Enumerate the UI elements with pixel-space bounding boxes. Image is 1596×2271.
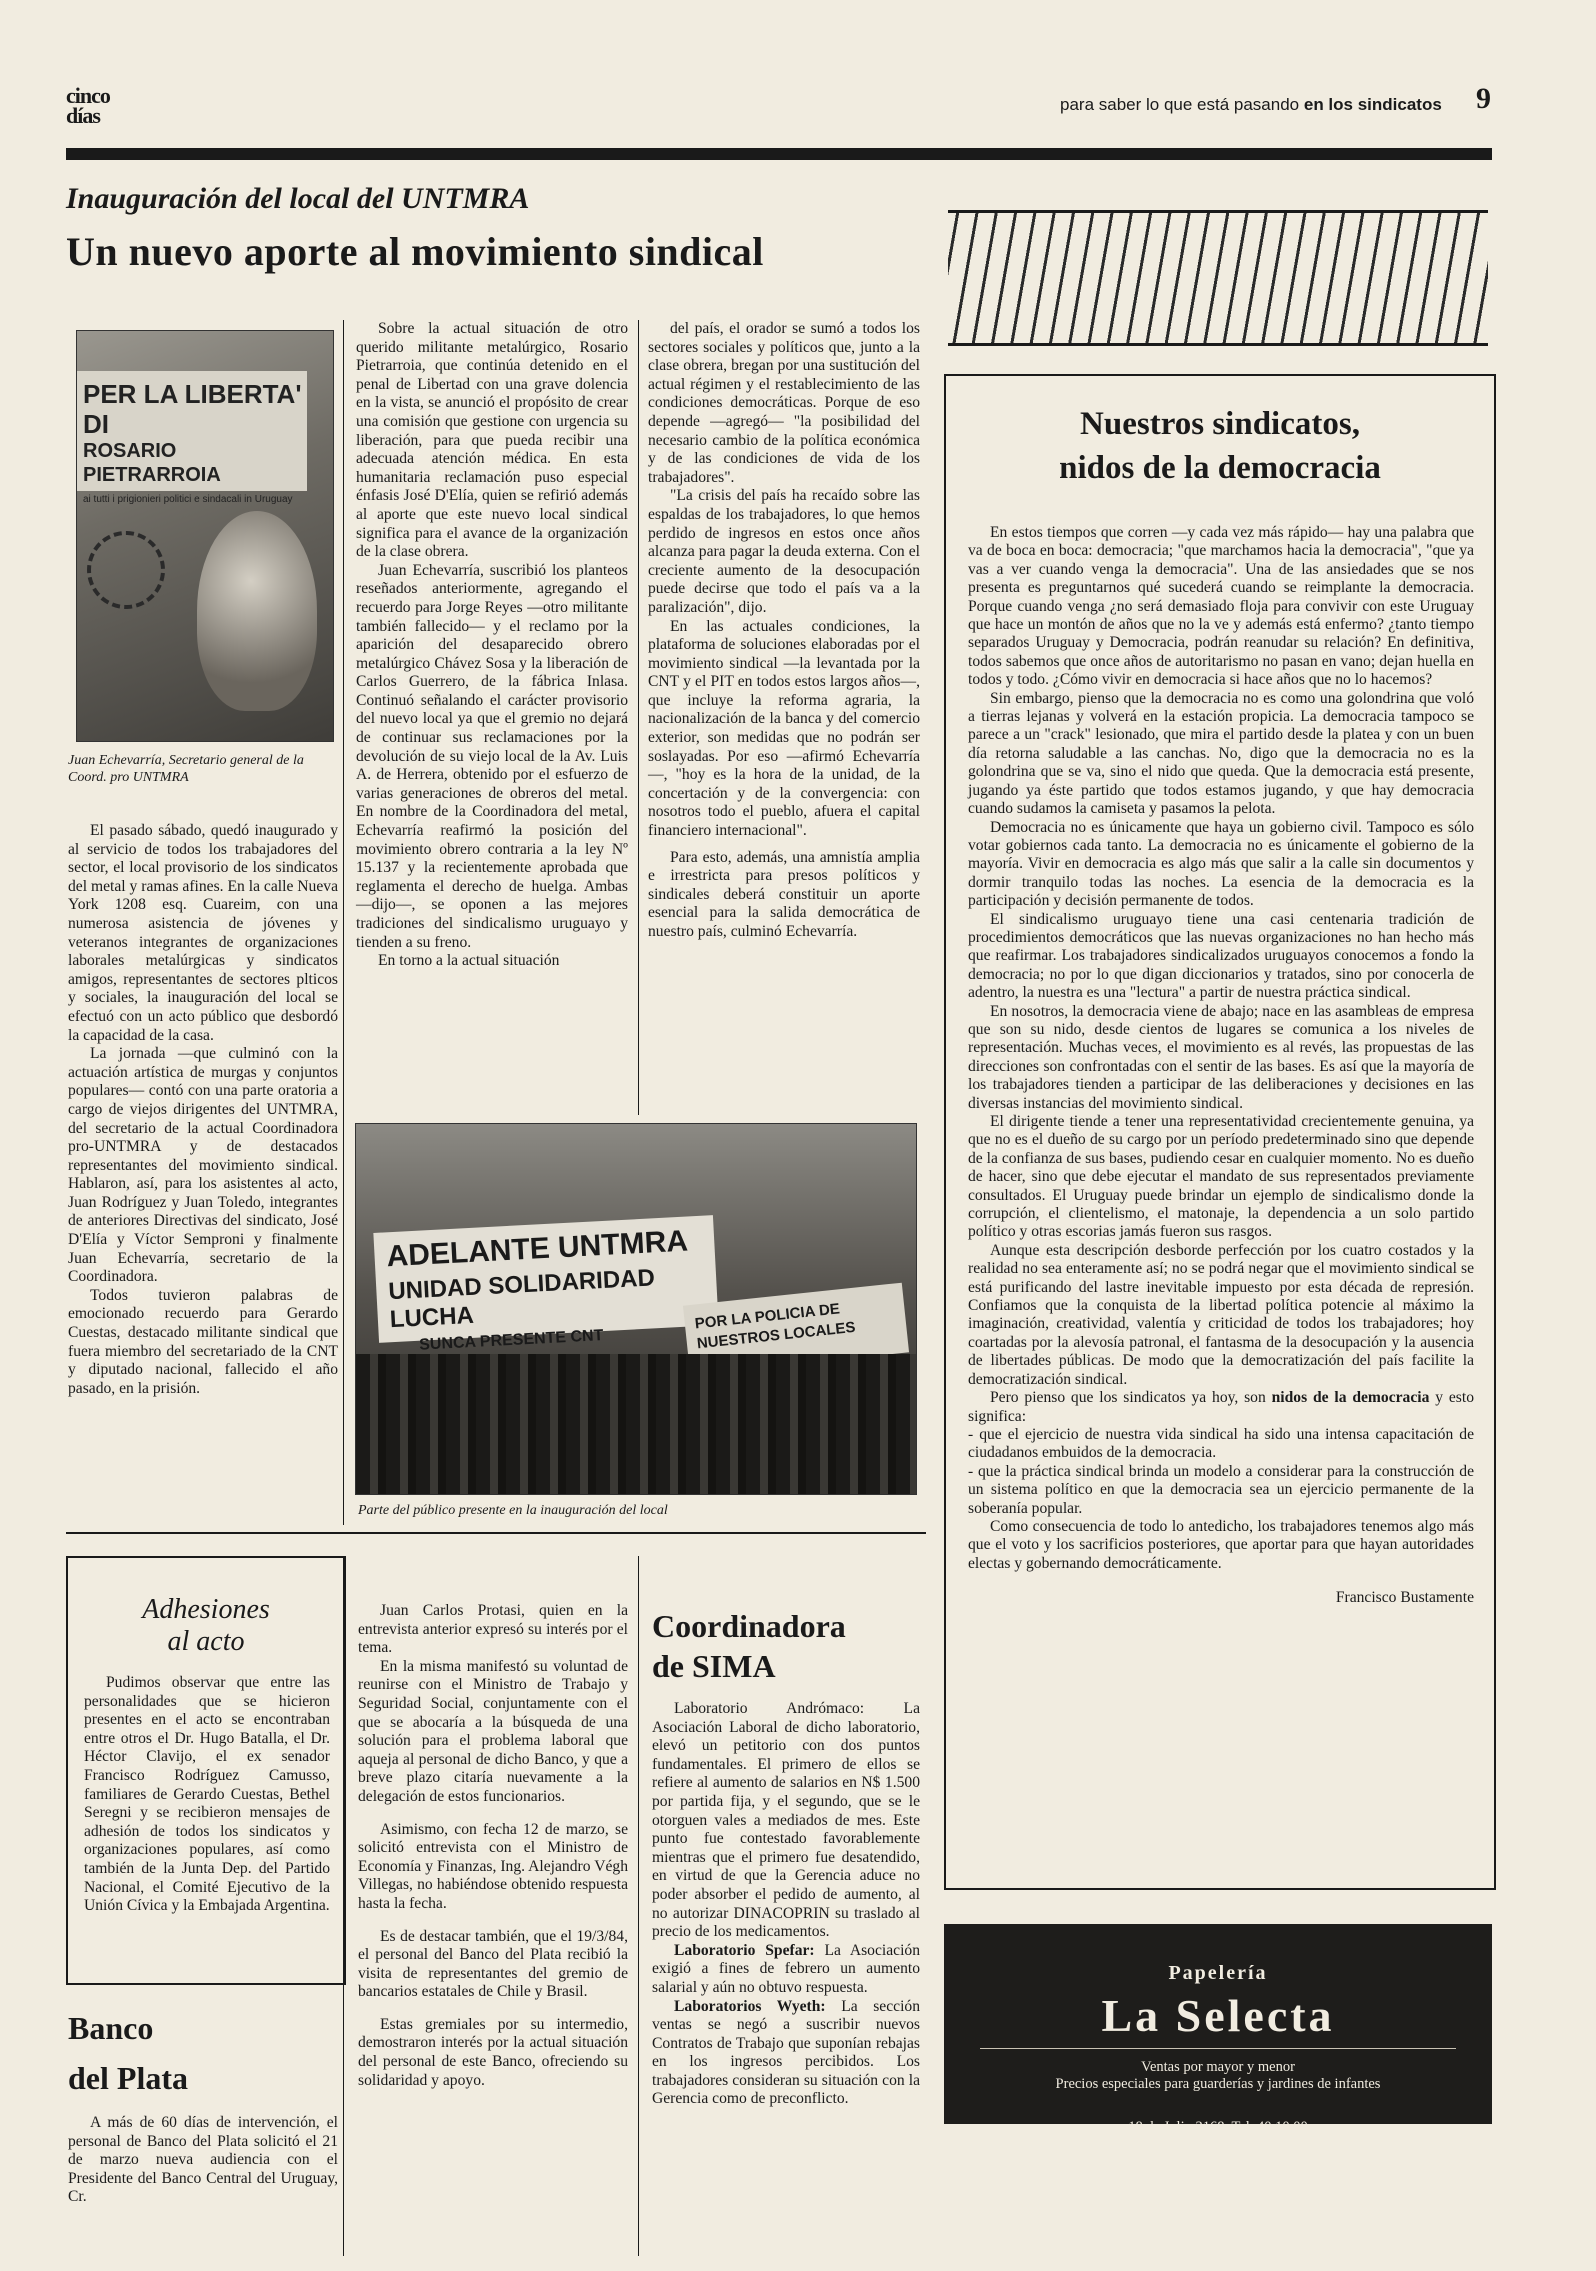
paragraph: Estas gremiales por su intermedio, demostraron interés por la actual situación del personal de este Banco, ofreciendo su solidaridad y apoyo. [358, 2015, 628, 2089]
banner-text: UNIDAD SOLIDARIDAD LUCHA [387, 1264, 656, 1334]
editorial-title-1: Nuestros sindicatos, [1080, 406, 1360, 442]
crowd-illustration [948, 210, 1488, 346]
top-rule [66, 148, 1492, 160]
paragraph: La jornada —que culminó con la actuación artística de murgas y conjuntos populares— contó con una parte oratoria a cargo de viejos dirigentes del UNTMRA, del secretario de la actual Coordinadora pro-UNTMRA y de destacados representantes del movimiento sindical. Hablaron, así, para los asistentes al acto, Juan Rodríguez y Juan Toledo, integrantes de anteriores Directivas del sindicato, José D'Elía y Víctor Semproni y finalmente Juan Echevarría, secretario de la Coordinadora. [68, 1045, 338, 1286]
banner-text: POR LA POLICIA DE NUESTROS LOCALES [694, 1300, 857, 1353]
paragraph: En la misma manifestó su voluntad de reunirse con el Ministro de Trabajo y Seguridad Social, conjuntamente con el que se abocaría a la búsqueda de una solución para el problema laboral que aqueja al personal de dicho Banco, y que a breve plazo citaría nuevamente a la delegación de estos funcionarios. [358, 1657, 628, 1805]
banco-title-1: Banco [68, 2010, 154, 2046]
paragraph: El sindicalismo uruguayo tiene una casi centenaria tradición de procedimientos democráticos que las nuevas organizaciones no han hecho más que reafirmar. Los trabajadores sindicalizados uruguayos conocemos a fondo la democracia; no por lo que digan diccionarios y tratados, sino por conocerla de adentro, la nuestra es una "lectura" a partir de nuestra práctica sindical. [968, 910, 1474, 1002]
sima-title-2: de SIMA [652, 1648, 776, 1684]
portrait-figure [197, 511, 317, 711]
article-col-1 [68, 822, 338, 1398]
paragraph [968, 1389, 1474, 1426]
ad-line-3: Ventas por mayor y menor [1141, 2059, 1295, 2075]
paragraph: Aunque esta descripción desborde perfección por los cuatro costados y la realidad no sea enteramente así; no se podrá negar que el movimiento sindical se está purificando del lastre inevitable impuesto por esta década de represión. Confiamos que la conquista de la libertad política potencie al máximo la imaginación, creatividad, valentía y criticidad de todos los trabajadores; hoy coartadas por la alevosía patronal, el fantasma de la desocupación y la ausencia de libertades públicas. De modo que la democratización del país facilite la democratización sindical. [968, 1241, 1474, 1388]
paragraph: Juan Echevarría, suscribió los planteos reseñados anteriormente, agregando el recuerdo para Jorge Reyes —otro militante también fallecido— y el reclamo por la aparición del desaparecido obrero metalúrgico Chávez Sosa y la liberación de Carlos Guerrero, de la fábrica Inlasa. Continuó señalando el carácter provisorio del nuevo local ya que el gremio no dejará de continuar sus reclamaciones por la devolución de su viejo local de la Av. Luis A. de Herrera, obtenido por el esfuerzo de varias generaciones de obreros del metal. En nombre de la Coordinadora del metal, Echevarría reafirmó la posición del movimiento obrero contraria a la ley Nº 15.137 y la recientemente aprobada que reglamenta el derecho de huelga. Ambas —dijo—, se oponen a las mejores tradiciones del sindicalismo uruguayo y tienden a su freno. [356, 561, 628, 951]
article-col-3 [648, 320, 920, 942]
emphasis: nidos de la democracia [1271, 1389, 1430, 1407]
paragraph: Laboratorio Andrómaco: La Asociación Laboral de dicho laboratorio, elevó un petitorio con dos puntos fundamentales. El primero de ellos se refiere al aumento de salarios en N$ 1.500 por partida fija, y el segundo, que se le otorguen vales a mediados de mes. Este punto fue contestado favorablemente mientras que el primero fue desatendido, en virtud de que la Gerencia aduce no poder absorber el pedido de aumento, al no autorizar DINACOPRIN su traslado al precio de los medicamentos. [652, 1700, 920, 1941]
photo-banner-line1: PER LA LIBERTA' DI [83, 379, 302, 439]
paragraph: En nosotros, la democracia viene de abajo; nace en las asambleas de empresa que son su nido, desde cientos de lugares se comunica a los niveles de representación. Muchas veces, el movimiento es al revés, las propuestas de las direcciones son confrontadas con el sentir de las bases. Es así que la mayoría de los trabajadores tienden a participar de las deliberaciones y decisiones en las diversas instancias del movimiento sindical. [968, 1002, 1474, 1112]
banner-text: SUNCA PRESENTE CNT [418, 1327, 604, 1354]
paragraph: "La crisis del país ha recaído sobre las espaldas de los trabajadores, lo que hemos perdido de ingresos en estos once años alcanza para pagar la deuda externa. Con el creciente aumento de la desocupación puede decirse que todo el país va a la paralización", dijo. [648, 487, 920, 616]
ad-line-4: Precios especiales para guarderías y jardines de infantes [1055, 2076, 1381, 2092]
photo-banner-line2: ROSARIO PIETRARROIA [83, 440, 221, 486]
photo-crowd [355, 1123, 917, 1495]
photo-echevarria [76, 330, 334, 742]
adhesiones-title-1: Adhesiones [142, 1594, 270, 1625]
ad-divider [980, 2048, 1456, 2049]
column-rule [343, 1556, 344, 2256]
bullet: - que la práctica sindical brinda un modelo a considerar para la construcción de un sistema político en que la democracia sea un ejercicio permanente de la soberanía popular. [968, 1462, 1474, 1517]
paragraph: Juan Carlos Protasi, quien en la entrevista anterior expresó su interés por el tema. [358, 1602, 628, 1657]
photo-banner [77, 371, 307, 505]
article-headline: Un nuevo aporte al movimiento sindical [66, 229, 764, 274]
papeleria-ad [944, 1924, 1492, 2135]
photo2-caption: Parte del público presente en la inauguración del local [358, 1503, 668, 1518]
photo-banner-line3: ai tutti i prigionieri politici e sindacali in Uruguay [83, 494, 293, 505]
paragraph: A más de 60 días de intervención, el personal de Banco del Plata solicitó el 21 de marzo nueva audiencia con el Presidente del Banco Central del Uruguay, Cr. [68, 2114, 338, 2206]
running-header [1060, 95, 1442, 115]
lab-label: Laboratorios Wyeth: [674, 1997, 826, 2015]
article-kicker: Inauguración del local del UNTMRA [66, 182, 530, 215]
banner-untmra [373, 1215, 718, 1354]
text: Pero pienso que los sindicatos ya hoy, son [990, 1389, 1266, 1407]
paragraph: En las actuales condiciones, la plataforma de soluciones elaboradas por el movimiento sindical —la levantada por la CNT y el PIT en todos estos largos años—, que incluye la reforma agraria, la nacionalización de la banca y del comercio exterior, son medidas que no podrán ser soslayadas. Por eso —afirmó Echevarría—, "hoy es la hora de la unidad, de la concertación y de la convergencia: con nosotros todo el pueblo, afuera el capital financiero internacional". [648, 617, 920, 840]
banco-col-2 [358, 1602, 628, 2090]
paragraph: Pudimos observar que entre las personalidades que se hicieron presentes en el acto se encontraban entre otros el Dr. Hugo Batalla, el Dr. Héctor Clavijo, el ex senador Francisco Rodríguez Camusso, familiares de Gerardo Cuestas, Bethel Seregni y se recibieron mensajes de adhesión de todos los sindicatos y organizaciones populares, así como también de la Junta Dep. del Partido Nacional, el Comité Ejecutivo de la Unión Cívica y la Embajada Argentina. [84, 1674, 330, 1915]
paragraph: El pasado sábado, quedó inaugurado y al servicio de todos los trabajadores del sector, el local provisorio de los sindicatos del metal y ramas afines. En la calle Nueva York 1208 esq. Cuareim, con una numerosa asistencia de jóvenes y veteranos integrantes de organizaciones laborales metalúrgicas y sindicatos amigos, representantes de sectores plticos y sociales, la inauguración del local se efectuó con un acto público que desbordó la capacidad de la casa. [68, 822, 338, 1044]
banco-col-1 [68, 2114, 338, 2207]
paragraph: Asimismo, con fecha 12 de marzo, se solicitó entrevista con el Ministro de Economía y Finanzas, Ing. Alejandro Végh Villegas, no habiéndose obtenido respuesta hasta la fecha. [358, 1820, 628, 1912]
text: y esto significa: [968, 1389, 1474, 1425]
column-rule [343, 320, 344, 1525]
paragraph: Todos tuvieron palabras de emocionado recuerdo para Gerardo Cuestas, destacado militante sindical que fuera miembro del secretariado de la CNT y diputado nacional, fallecido el año pasado, en la prisión. [68, 1286, 338, 1397]
adhesiones-title-2: al acto [167, 1626, 245, 1657]
article-col-2 [356, 320, 628, 971]
paragraph: En estos tiempos que corren —y cada vez más rápido— hay una palabra que va de boca en boca: democracia; "que marchamos hacia la democracia", "que ya vas a ver cuando venga la democracia". Una de las ansiedades que se nos presenta es preguntarnos qué sucederá cuando se reimplante la democracia. Porque cuando venga ¿no será demasiado floja para convivir con este Uruguay que hace un montón de años que no la ve y además está enfermo? ¿tanto tiempo separados Uruguay y Democracia, podrán reanudar su relación? En definitiva, todos sabemos que once años de autoritarismo no pasan en vano; dejan huella en todos y todo. ¿Cómo vivir en democracia si hace años que no lo hacemos? [968, 524, 1474, 689]
running-header-bold: en los sindicatos [1303, 95, 1442, 114]
lab-text: La Asociación exigió a fines de febrero un aumento salarial y aún no obtuvo respuesta. [652, 1941, 921, 1996]
paragraph: Democracia no es únicamente que haya un gobierno civil. Tampoco es sólo votar gobiernos cada tanto. La democracia no es únicamente el gobierno de la mayoría. Vivir en democracia es algo más que salir a la calle sin documentos y dormir tranquilo todas las noches. La esencia de la democracia es la participación y decisión permanente de todos. [968, 818, 1474, 910]
adhesiones-body [84, 1674, 330, 1916]
photo1-caption: Juan Echevarría, Secretario general de la Coord. pro UNTMRA [68, 753, 304, 785]
page-number: 9 [1476, 82, 1491, 115]
editorial-body [968, 524, 1474, 1608]
sima-body [652, 1700, 920, 2109]
editorial-title-2: nidos de la democracia [1059, 450, 1381, 486]
paragraph: del país, el orador se sumó a todos los sectores sociales y políticos que, junto a la clase obrera, bregan por una sustitución del actual régimen y el restablecimiento de las condiciones democráticas. Porque de eso depende —agregó— "la posibilidad del necesario cambio de la política económica y de las condiciones de vida de los trabajadores". [648, 320, 920, 486]
sima-title-1: Coordinadora [652, 1608, 846, 1644]
logo: cinco días [66, 83, 110, 128]
banner-text: ADELANTE UNTMRA [385, 1224, 689, 1274]
lab-label: Laboratorio Spefar: [674, 1941, 815, 1959]
sun-emblem [87, 531, 165, 609]
ad-line-5: 18 de Julio 2168. Tel. 40 10 00 [1128, 2119, 1308, 2135]
column-rule [638, 1556, 639, 2256]
bullet: - que el ejercicio de nuestra vida sindical ha sido una intensa capacitación de ciudadanos embuidos de la democracia. [968, 1425, 1474, 1462]
ad-line-1: Papelería [1168, 1962, 1268, 1984]
paragraph: Sin embargo, pienso que la democracia no es como una golondrina que voló a tierras lejanas y volverá en la estación propicia. La democracia tampoco se parece a un "crack" lesionado, que mira el partido desde la platea y con un buen día retorna saludable a las canchas. No, digo que la democracia no es la golondrina que se va, sino el nido que queda. Que la democracia está presente, jugando ya éste partido que todos estamos jugando, y que hay democracia cuando sudamos la camiseta y pasamos la pelota. [968, 689, 1474, 818]
signature: Francisco Bustamente [1335, 1589, 1474, 1607]
crowd [356, 1354, 916, 1494]
adhesiones-box [66, 1556, 346, 1985]
paragraph: En torno a la actual situación [378, 952, 560, 970]
column-rule [638, 320, 639, 1115]
editorial-box [944, 374, 1496, 1890]
banco-title-2: del Plata [68, 2060, 188, 2096]
lab-text: La sección ventas se negó a suscribir nuevos Contratos de Trabajo que suponían rebajas en los ingresos percibidos. Los trabajadores consideran su situación con la Gerencia como de preconflicto. [652, 1997, 920, 2108]
ad-line-2: La Selecta [1101, 1990, 1335, 2041]
paragraph: Es de destacar también, que el 19/3/84, el personal del Banco del Plata recibió la visita de representantes del gremio de bancarios estatales de Chile y Brasil. [358, 1927, 628, 2001]
paragraph: Como consecuencia de todo lo antedicho, los trabajadores tenemos algo más que el voto y los sacrificios posteriores, que aportar para que hayan autoridades electas y gobernando democráticamente. [968, 1517, 1474, 1572]
paragraph: Sobre la actual situación de otro querido militante metalúrgico, Rosario Pietrarroia, que continúa detenido en el penal de Libertad con una grave dolencia en la vista, se anunció el propósito de crear una comisión que gestione con urgencia su liberación, para que pueda recibir una adecuada atención médica. En esta humanitaria reclamación puso especial énfasis José D'Elía, quien se refirió además al aporte que este nuevo local sindical significa para el avance de la organización de la clase obrera. [356, 320, 628, 561]
paragraph: Para esto, además, una amnistía amplia e irrestricta para presos políticos y sindicales deberá constituir un aporte esencial para la salida democrática de nuestro país, culminó Echevarría. [648, 848, 920, 940]
section-rule [66, 1532, 926, 1534]
paragraph: El dirigente tiende a tener una representatividad crecientemente genuina, ya que no es el dueño de su cargo por un período predeterminado sino que depende de la confianza de sus bases, pudiendo cesar en cualquier momento. No es dueño de hacer, sino que debe ejecutar el mandato de sus representados previamente consultados. El Uruguay puede brindar un ejemplo de sindicalismo donde la corrupción, el clientelismo, el matonaje, la dependencia a un solo partido político y otras escorias jamás fueron sus rasgos. [968, 1113, 1474, 1241]
running-header-text: para saber lo que está pasando [1060, 95, 1300, 114]
